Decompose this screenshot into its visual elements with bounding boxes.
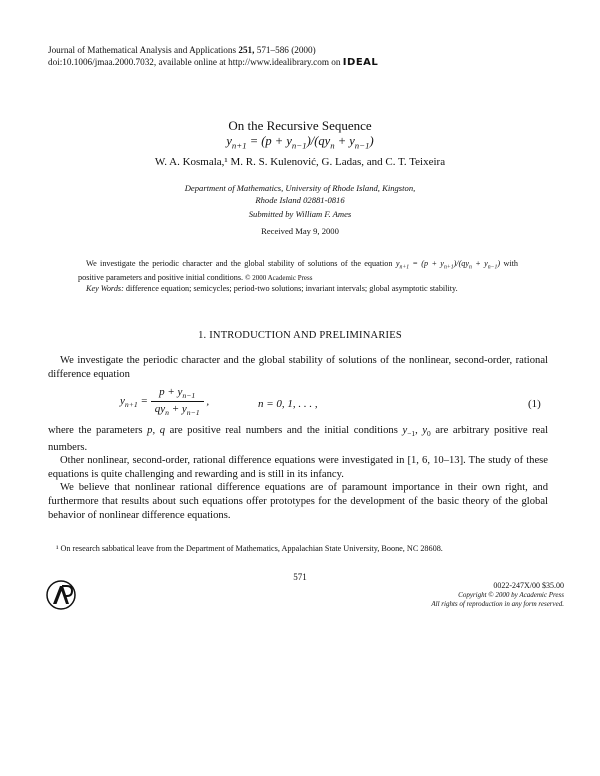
abstract — [78, 259, 518, 294]
journal-pages: 571–586 (2000) — [256, 45, 316, 55]
footnote-text: ¹ On research sabbatical leave from the Department of Mathematics, Appalachian State University, Boone, NC 28608. — [56, 544, 443, 553]
abstract-text-2: with positive parameters and positive initial conditions. — [78, 259, 518, 283]
footer-copyright: Copyright © 2000 by Academic Press — [458, 591, 564, 599]
paragraph-intro: We investigate the periodic character and the global stability of solutions of the nonlinear, second-order, rational difference equation — [48, 355, 548, 380]
doi-line — [48, 56, 378, 70]
abstract-copyright: © 2000 Academic Press — [245, 274, 313, 283]
ap-logo-icon — [46, 580, 76, 610]
publisher-logo — [46, 580, 76, 610]
abstract-text-1: We investigate the periodic character and the global stability of solutions of the equation — [86, 259, 393, 268]
received-date: Received May 9, 2000 — [261, 226, 339, 236]
affiliation-line1: Department of Mathematics, University of Rhode Island, Kingston, — [184, 183, 416, 193]
paragraph-related-work: Other nonlinear, second-order, rational difference equations were investigated in [1, 6, 10–13]. The study of these equations is quite challenging and rewarding and is still in its infancy. — [48, 455, 548, 480]
body-paragraph-1 — [48, 354, 548, 381]
ideal-logo: IDEAL — [342, 57, 379, 68]
paragraph-importance: We believe that nonlinear rational difference equations are of paramount importance in their own right, and furthermore that results about such equations offer prototypes for the development of the basic theory of the global behavior of nonlinear difference equations. — [48, 482, 548, 521]
equation-fraction: $\frac{p + y_{n-1}}{qy_n + y_{n-1}}$ — [151, 386, 204, 417]
display-equation: $y_{n+1}$ = $\frac{p + y_{n-1}}{qy_n + y_{n-1}}$ , — [120, 386, 210, 418]
paragraph-parameters: where the parameters p, q are positive real numbers and the initial conditions $y_{-1}$, $y_0$ are arbitrary positive real numbers. — [48, 425, 549, 453]
keywords-label: Key Words: — [86, 283, 124, 293]
abstract-equation: $y_{n+1} = (p + y_{n+1})/(qy_n + y_{n-1})$ — [395, 259, 501, 271]
authors: W. A. Kosmala,¹ M. R. S. Kulenović, G. Ladas, and C. T. Teixeira — [154, 156, 446, 168]
doi-text: doi:10.1006/jmaa.2000.7032, available online at http://www.idealibrary.com on — [48, 57, 341, 67]
page-number: 571 — [293, 572, 307, 582]
section-heading: 1. INTRODUCTION AND PRELIMINARIES — [198, 330, 402, 341]
footer-price: 0022-247X/00 $35.00 — [493, 581, 564, 590]
equation-range: n = 0, 1, . . . , — [258, 398, 318, 410]
footer-rights: All rights of reproduction in any form reserved. — [431, 600, 564, 608]
equation-label: (1) — [528, 398, 541, 410]
paper-title: On the Recursive Sequence — [228, 118, 372, 133]
journal-header — [48, 44, 316, 57]
footnote — [48, 544, 548, 555]
submitted-by: Submitted by William F. Ames — [248, 209, 352, 219]
body-paragraphs — [48, 424, 548, 522]
journal-name: Journal of Mathematical Analysis and Applications — [48, 45, 237, 55]
title-equation: $y_{n+1} = (p + y_{n-1})/(qy_n + y_{n-1})$ — [226, 134, 374, 151]
journal-volume: 251, — [238, 45, 255, 55]
keywords: difference equation; semicycles; period-two solutions; invariant intervals; global asymptotic stability. — [125, 283, 458, 293]
affiliation-line2: Rhode Island 02881-0816 — [255, 195, 345, 205]
